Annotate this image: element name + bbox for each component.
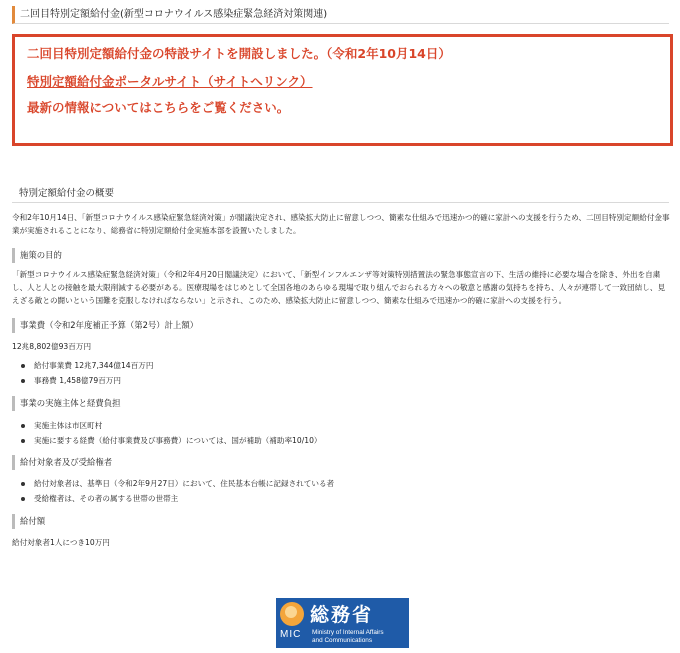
- budget-list: [12, 358, 652, 388]
- logo-english-line1: Ministry of Internal Affairs: [312, 629, 384, 636]
- list-item: 給付対象者は、基準日（令和2年9月27日）において、住民基本台帳に記録されている者: [12, 476, 652, 491]
- notice-announcement: 二回目特別定額給付金の特設サイトを開設しました。（令和2年10月14日）: [27, 46, 451, 61]
- budget-total: 12兆8,802億93百万円: [12, 342, 92, 351]
- list-item: 受給権者は、その者の属する世帯の世帯主: [12, 491, 652, 506]
- amount-text: 給付対象者1人につき10万円: [12, 538, 110, 547]
- budget-heading: 事業費（令和2年度補正予算（第2号）計上額）: [12, 318, 669, 333]
- notice-latest-info: 最新の情報についてはこちらをご覧ください。: [27, 100, 290, 115]
- recipients-heading: 給付対象者及び受給権者: [12, 455, 669, 470]
- logo-english-line2: and Communications: [312, 637, 373, 644]
- purpose-paragraph: 「新型コロナウイルス感染症緊急経済対策」（令和2年4月20日閣議決定）において、「新型インフルエンザ等対策特別措置法の緊急事態宣言の下、生活の維持に必要な場合を除き、外出を自粛し、人と人との接触を最大限削減する必要がある。医療現場をはじめとして全国各地のあらゆる現場で取り組んでおられる方々への敬意と感謝の気持ちを持ち、人々が連帯して一致団結し、見えざる敵との闘いという国難を克服しなければならない」と示され、このため、感染拡大防止に留意しつつ、簡素な仕組みで迅速かつ的確に家計への支援を行う。: [12, 270, 666, 305]
- list-item: 実施に要する経費（給付事業費及び事務費）については、国が補助（補助率10/10）: [12, 433, 652, 448]
- implementer-heading: 事業の実施主体と経費負担: [12, 396, 669, 411]
- overview-title: 特別定額給付金の概要: [12, 186, 669, 203]
- logo-japanese-name: 総務省: [310, 604, 374, 626]
- implementer-list: [12, 418, 652, 448]
- notice-box: [12, 34, 673, 146]
- portal-site-link[interactable]: 特別定額給付金ポータルサイト（サイトへリンク）: [27, 74, 313, 89]
- logo-mic-abbrev: MIC: [280, 629, 302, 640]
- list-item: 実施主体は市区町村: [12, 418, 652, 433]
- list-item: 給付事業費 12兆7,344億14百万円: [12, 358, 652, 373]
- list-item: 事務費 1,458億79百万円: [12, 373, 652, 388]
- purpose-heading: 施策の目的: [12, 248, 669, 263]
- mic-logo[interactable]: [276, 598, 409, 648]
- mic-emblem-icon: [280, 602, 304, 626]
- amount-heading: 給付額: [12, 514, 669, 529]
- overview-paragraph: 令和2年10月14日、「新型コロナウイルス感染症緊急経済対策」が閣議決定され、感染拡大防止に留意しつつ、簡素な仕組みで迅速かつ的確に家計への支援を行うため、二回目特別定額給付金事業が実施されることになり、総務省に特別定額給付金実施本部を設置いたしました。: [12, 213, 670, 235]
- recipients-list: [12, 476, 652, 506]
- page-title: 二回目特別定額給付金(新型コロナウイルス感染症緊急経済対策関連): [12, 6, 669, 24]
